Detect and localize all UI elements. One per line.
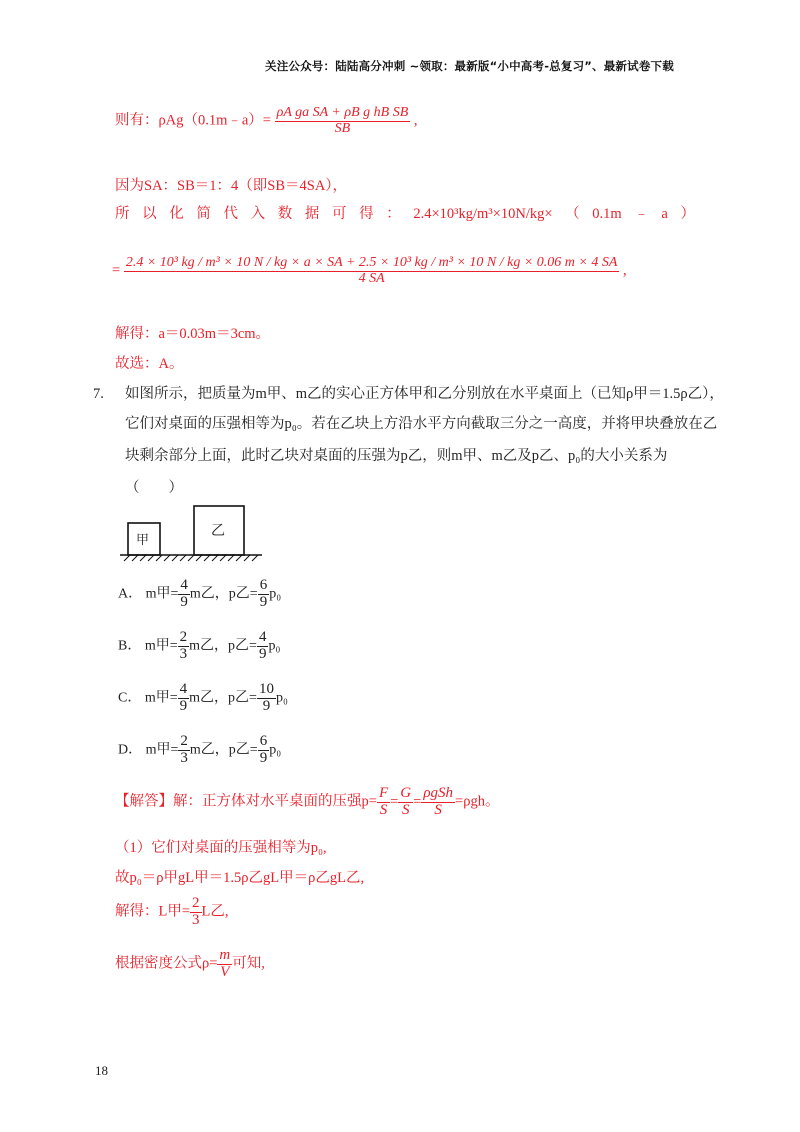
answer-line5-den: V: [220, 963, 230, 980]
option-a-m-pre: m甲=: [145, 586, 179, 602]
line4-numerator: 2.4 × 10³ kg / m³ × 10 N / kg × a × SA + 2.5 × 10³ kg / m³ × 10 N / kg × 0.06 m × 4 SA: [125, 255, 618, 270]
answer-f2-den: S: [401, 801, 410, 818]
solution-prev-line4: = 2.4 × 10³ kg / m³ × 10 N / kg × a × SA + 2.5 × 10³ kg / m³ × 10 N / kg × 0.06 m × 4 SA 4 SA ,: [112, 255, 627, 286]
page-number: 18: [95, 1063, 108, 1078]
option-a-m-post: m乙，p乙=: [189, 586, 258, 602]
line1-tail: ,: [413, 112, 418, 129]
option-a-m-num: 4: [180, 577, 188, 593]
option-b-p-den: 9: [258, 645, 267, 662]
option-b-m-pre: m甲=: [144, 638, 178, 654]
option-b-m-fraction: [178, 630, 190, 663]
option-a-p-num: 6: [259, 577, 268, 593]
line1-denominator: SB: [334, 120, 351, 136]
option-c-m-fraction: [178, 682, 190, 715]
solution-prev-line3: 所以化简代入数据可得：2.4×10³kg/m³×10N/kg×（0.1m﹣a）: [115, 206, 695, 222]
option-a-m-den: 9: [180, 593, 188, 610]
option-a-m-fraction: [178, 578, 190, 611]
line1-fraction: [275, 106, 411, 136]
option-c-m-num: 4: [179, 681, 188, 697]
option-d-m-pre: m甲=: [145, 742, 179, 758]
option-c-m-den: 9: [179, 697, 188, 714]
answer-fraction-rhogsh-s: [421, 786, 455, 819]
block-yi-label: 乙: [211, 523, 225, 539]
option-c-p-post: p₀: [275, 690, 288, 706]
option-c[interactable]: [118, 682, 288, 715]
answer-f3-den: S: [434, 801, 442, 818]
option-c-p-den: 9: [262, 697, 271, 714]
answer-line4-fraction: [190, 896, 202, 929]
option-d-m-num: 2: [180, 733, 188, 749]
option-d-m-den: 3: [180, 749, 188, 766]
option-b-p-post: p₀: [268, 638, 281, 654]
option-d[interactable]: [118, 734, 281, 767]
table-hatching: [124, 555, 258, 561]
line4-fraction: [124, 256, 620, 286]
option-a[interactable]: [118, 578, 281, 611]
option-c-p-fraction: [257, 682, 276, 715]
option-d-letter: D．: [118, 742, 143, 758]
line4-tail: ,: [623, 262, 627, 279]
option-b[interactable]: [118, 630, 280, 663]
answer-line4-pre: 解得：L甲=: [115, 903, 191, 920]
option-b-m-post: m乙，p乙=: [189, 638, 257, 654]
answer-line1-post: =ρgh。: [455, 793, 500, 810]
solution-prev-line5: 解得：a＝0.03m＝3cm。: [115, 326, 271, 342]
solution-prev-line6: 故选：A。: [115, 356, 184, 372]
answer-line4: [115, 896, 229, 929]
option-b-m-den: 3: [179, 645, 188, 662]
option-d-m-post: m乙，p乙=: [189, 742, 258, 758]
option-c-m-pre: m甲=: [144, 690, 178, 706]
option-d-m-fraction: [178, 734, 190, 767]
answer-line5-post: 可知,: [232, 955, 265, 972]
option-c-p-num: 10: [258, 681, 274, 697]
option-b-p-fraction: [257, 630, 269, 663]
answer-f3-num: ρgSh: [423, 785, 454, 801]
answer-f1-den: S: [379, 801, 388, 818]
answer-line3: 故p₀＝ρ甲gL甲＝1.5ρ乙gL甲＝ρ乙gL乙,: [115, 870, 365, 886]
answer-line4-num: 2: [192, 895, 200, 911]
solution-prev-line1: [115, 106, 418, 136]
option-b-letter: B．: [118, 638, 142, 654]
answer-line1-pre: 解：正方体对水平桌面的压强p=: [173, 793, 377, 810]
page-header: 关注公众号：陆陆高分冲刺 ~领取：最新版“小中高考-总复习”、最新试卷下载: [265, 59, 674, 73]
answer-line5-fraction: [217, 948, 232, 981]
question-line4: （ ）: [125, 480, 183, 496]
option-d-p-num: 6: [259, 733, 268, 749]
option-b-p-num: 4: [258, 629, 267, 645]
line4-denominator: 4 SA: [358, 270, 385, 286]
option-a-letter: A．: [118, 586, 143, 602]
answer-fraction-g-s: [398, 786, 413, 819]
line1-numerator: ρA ga SA + ρB g hB SB: [276, 105, 409, 120]
block-jia-label: 甲: [136, 533, 150, 548]
solution-prev-line2: 因为SA：SB＝1：4（即SB＝4SA），: [115, 178, 348, 194]
answer-line5-pre: 根据密度公式ρ=: [115, 955, 218, 972]
question-line1: 如图所示，把质量为m甲、m乙的实心正方体甲和乙分别放在水平桌面上（已知ρ甲＝1.5ρ乙），: [125, 386, 724, 402]
answer-fraction-f-s: [377, 786, 390, 819]
option-c-m-post: m乙，p乙=: [189, 690, 257, 706]
question-figure: [118, 505, 268, 567]
answer-line1: 【解答】解：正方体对水平桌面的压强p= $\frac{F}{S}$ = $\frac{G}{S}$ = $\frac{\text{ρgSh}}{S}$ =ρgh。: [115, 785, 500, 818]
answer-tag: 【解答】: [115, 793, 173, 810]
question-number: 7.: [93, 386, 104, 402]
answer-f1-num: F: [378, 785, 389, 801]
option-a-p-post: p₀: [269, 586, 282, 602]
answer-line5: [115, 948, 265, 981]
option-d-p-post: p₀: [269, 742, 282, 758]
option-d-p-den: 9: [259, 749, 268, 766]
answer-line5-num: m: [219, 947, 231, 963]
option-a-p-fraction: [258, 578, 270, 611]
option-b-m-num: 2: [179, 629, 188, 645]
answer-line4-den: 3: [192, 911, 200, 928]
answer-line2: （1）它们对桌面的压强相等为p₀,: [115, 840, 327, 856]
question-line3: 块剩余部分上面，此时乙块对桌面的压强为p乙，则m甲、m乙及p乙、p₀的大小关系为: [125, 448, 668, 464]
question-line2: 它们对桌面的压强相等为p₀。若在乙块上方沿水平方向截取三分之一高度，并将甲块叠放在乙: [125, 416, 718, 432]
option-d-p-fraction: [258, 734, 270, 767]
answer-line4-post: L乙,: [201, 903, 229, 920]
line1-lhs: 则有：ρAg（0.1m﹣a）=: [115, 112, 271, 129]
option-c-letter: C．: [118, 690, 142, 706]
answer-f2-num: G: [400, 785, 412, 801]
option-a-p-den: 9: [259, 593, 268, 610]
